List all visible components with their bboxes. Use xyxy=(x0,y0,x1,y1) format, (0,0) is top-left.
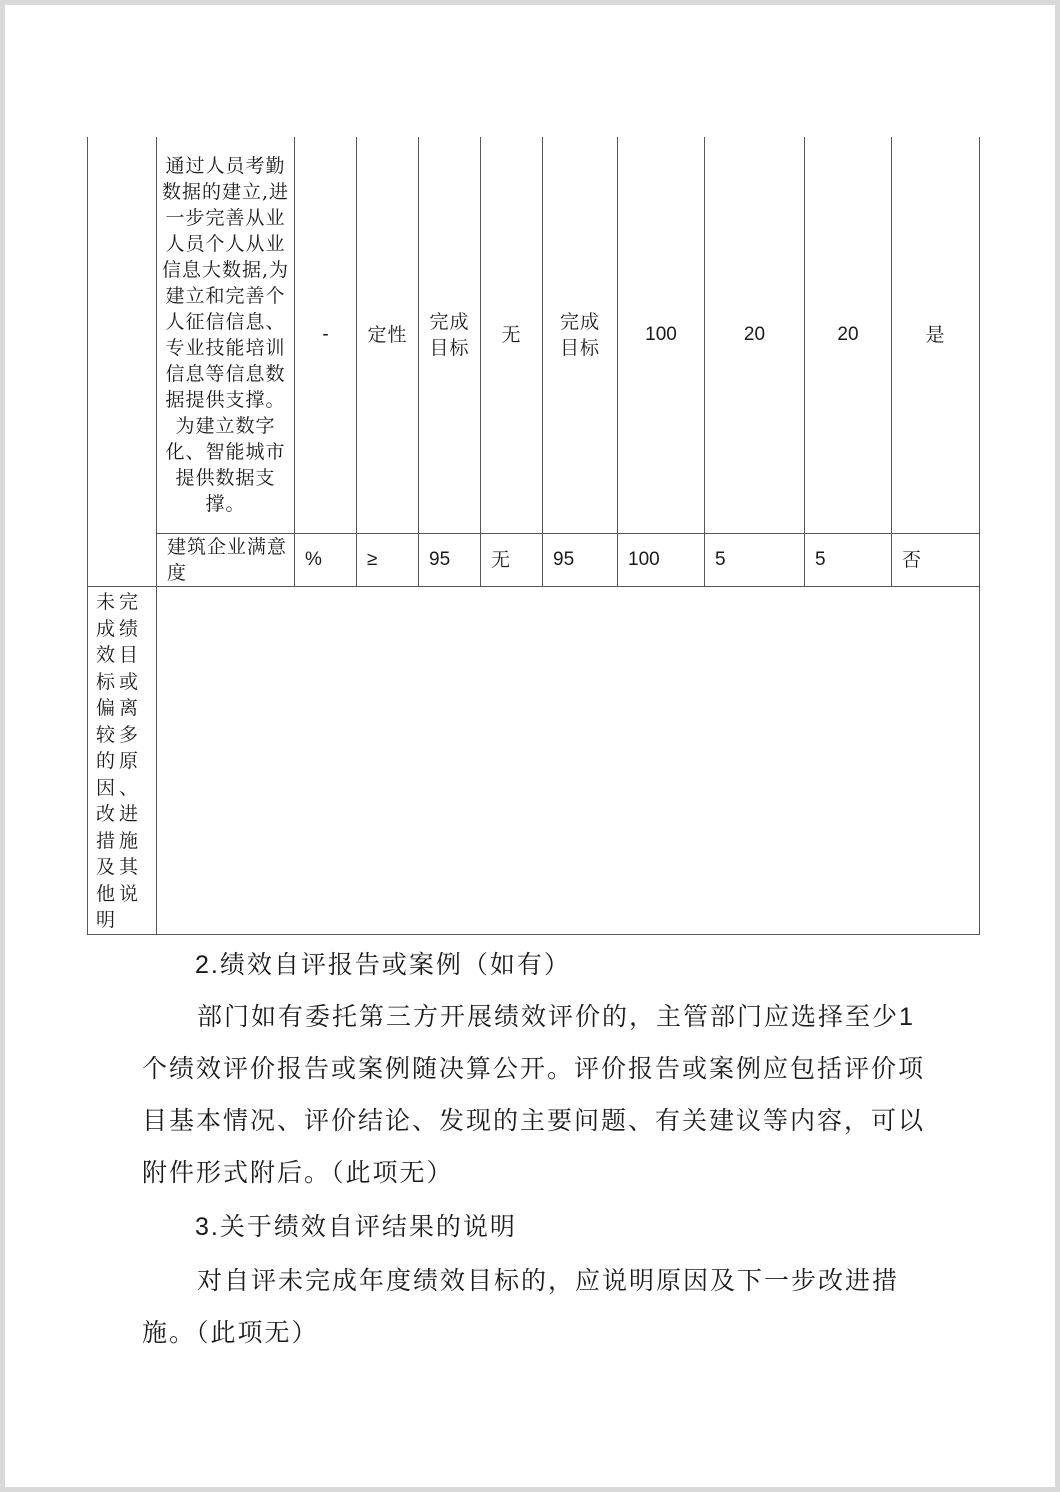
target-cell: 95 xyxy=(419,534,481,587)
score-cell: 20 xyxy=(805,137,892,534)
unit-cell: % xyxy=(295,534,357,587)
performance-table xyxy=(87,137,980,935)
explanation-content xyxy=(157,587,980,935)
target-cell xyxy=(419,137,481,534)
weight-cell: 20 xyxy=(705,137,805,534)
table-row xyxy=(88,534,980,587)
paragraph-2-line1: 部门如有委托第三方开展绩效评价的，主管部门应选择至少 xyxy=(197,1002,900,1031)
table-row xyxy=(88,587,980,935)
actual-line2: 目标 xyxy=(559,337,600,359)
flag-cell: 是 xyxy=(892,137,980,534)
merged-label-cell xyxy=(88,137,157,587)
unit-cell: - xyxy=(295,137,357,534)
paragraph-2-number: 1 xyxy=(899,1003,915,1031)
indicator-description: 通过人员考勤数据的建立,进一步完善从业人员个人从业信息大数据,为建立和完善个人征信信息、专业技能培训信息等信息数据提供支撑。为建立数字化、智能城市提供数据支撑。 xyxy=(157,137,295,534)
target-line1: 完成 xyxy=(429,311,470,333)
weight-cell: 5 xyxy=(705,534,805,587)
section-3-paragraph: 对自评未完成年度绩效目标的，应说明原因及下一步改进措施。（此项无） xyxy=(142,1266,900,1347)
explanation-label-cell xyxy=(88,587,157,935)
nature-cell: 定性 xyxy=(357,137,419,534)
rate-cell: 100 xyxy=(618,534,705,587)
target-line2: 目标 xyxy=(429,337,470,359)
actual-line1: 完成 xyxy=(559,311,600,333)
table-row xyxy=(88,137,980,534)
actual-cell: 95 xyxy=(543,534,618,587)
nature-cell: ≥ xyxy=(357,534,419,587)
explanation-label: 未完成绩效目标或偏离较多的原因、改进措施及其他说明 xyxy=(96,591,143,931)
section-2-paragraph xyxy=(142,991,926,1199)
adjust-cell: 无 xyxy=(481,137,543,534)
rate-cell: 100 xyxy=(618,137,705,534)
score-cell: 5 xyxy=(805,534,892,587)
document-page xyxy=(5,5,1055,1487)
heading-3-text: 关于绩效自评结果的说明 xyxy=(219,1212,517,1241)
section-heading-2 xyxy=(195,942,935,988)
indicator-description: 建筑企业满意度 xyxy=(157,534,295,587)
section-heading-3 xyxy=(195,1204,935,1250)
paragraph-2-rest: 个绩效评价报告或案例随决算公开。评价报告或案例应包括评价项目基本情况、评价结论、发现的主要问题、有关建议等内容，可以附件形式附后。（此项无） xyxy=(142,1054,926,1187)
adjust-cell: 无 xyxy=(481,534,543,587)
heading-2-number: 2. xyxy=(195,951,220,979)
heading-3-number: 3. xyxy=(195,1213,220,1241)
heading-2-text: 绩效自评报告或案例（如有） xyxy=(219,950,571,979)
flag-cell: 否 xyxy=(892,534,980,587)
actual-cell xyxy=(543,137,618,534)
